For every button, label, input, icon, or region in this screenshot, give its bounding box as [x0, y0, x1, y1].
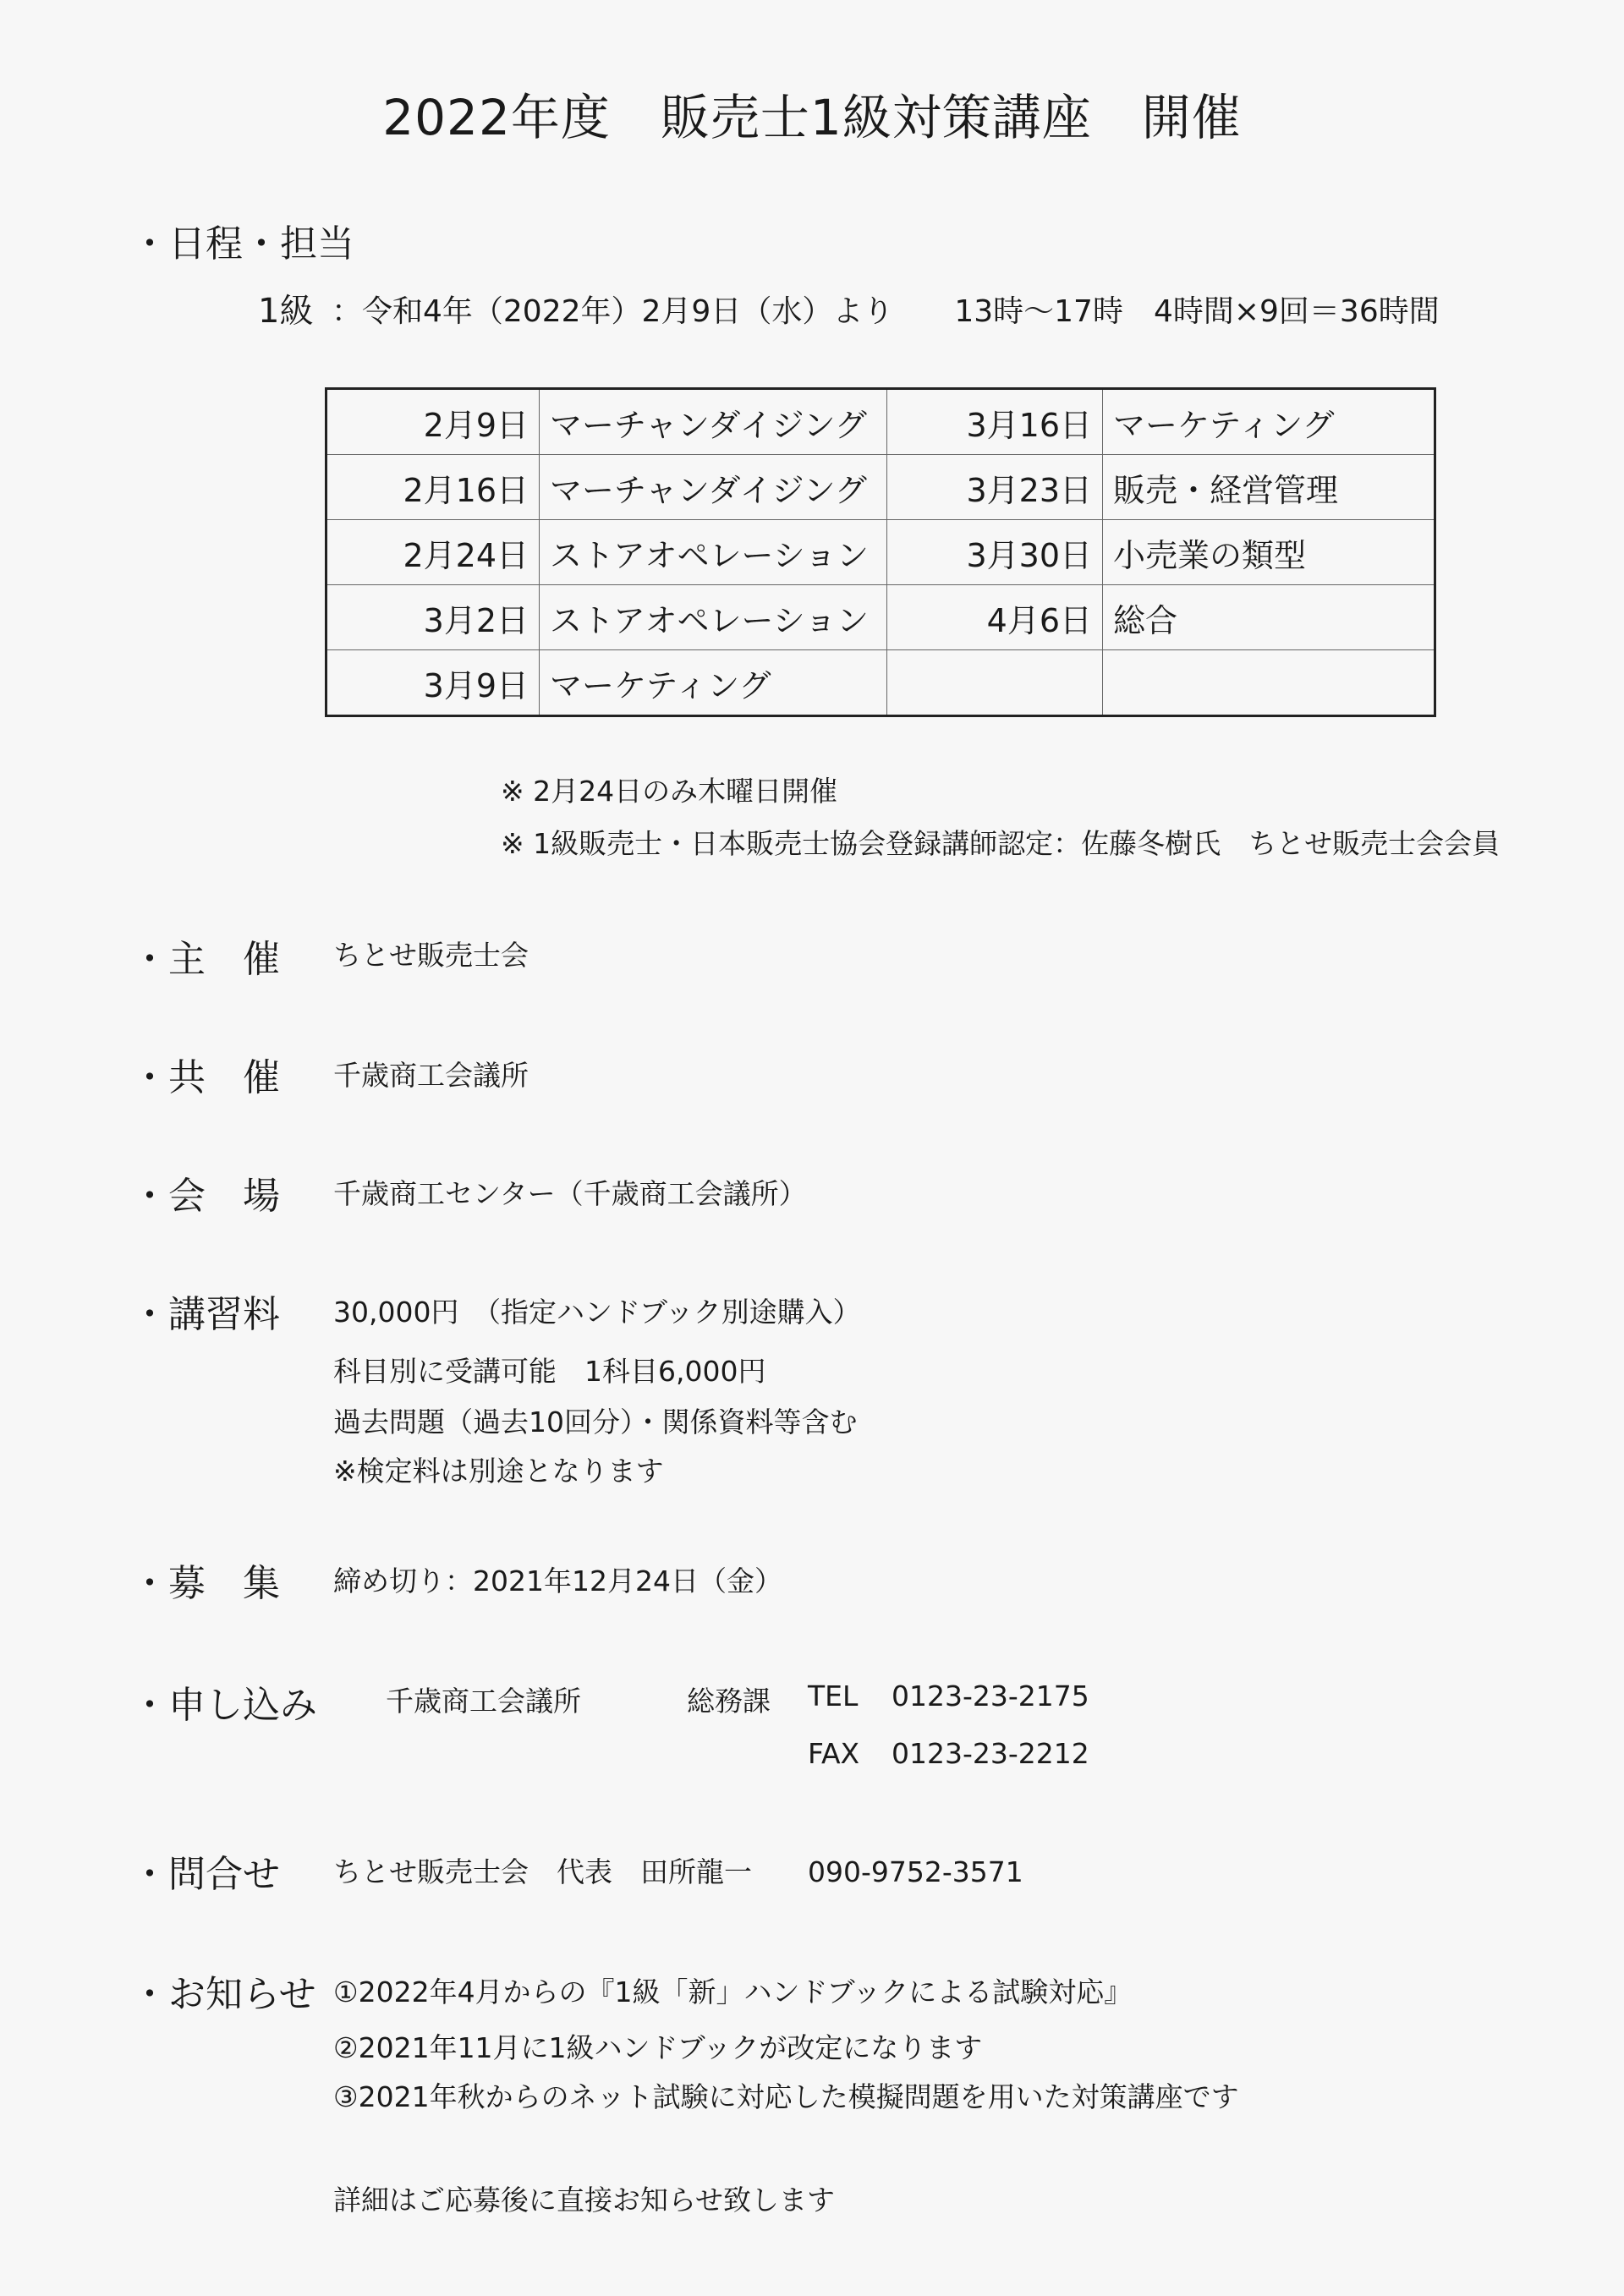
table-row [326, 389, 1435, 455]
apply-label: ・申し込み [131, 1684, 317, 1727]
apply-tel-label: TEL [808, 1680, 859, 1712]
session-subject: ストアオペレーション [540, 585, 887, 650]
inquiry-label: ・問合せ [131, 1853, 280, 1896]
session-subject: 総合 [1103, 585, 1435, 650]
schedule-detail: ：令和4年（2022年）2月9日（水）より 13時～17時 4時間×9回＝36時間 [332, 294, 1440, 329]
schedule-table [325, 387, 1436, 717]
fee-label: ・講習料 [131, 1293, 280, 1336]
table-row [326, 650, 1435, 716]
fee-line: 30,000円 （指定ハンドブック別途購入） [333, 1296, 861, 1329]
schedule-heading: ・日程・担当 [131, 222, 354, 266]
schedule-note: ※ 1級販売士・日本販売士協会登録講師認定：佐藤冬樹氏 ちとせ販売士会会員 [501, 827, 1501, 860]
schedule-level: 1級 [258, 292, 314, 331]
session-subject: マーチャンダイジング [540, 455, 887, 520]
session-subject: マーチャンダイジング [540, 389, 887, 455]
apply-dept: 総務課 [687, 1685, 771, 1718]
session-date: 2月24日 [326, 520, 540, 585]
session-date: 3月23日 [887, 455, 1103, 520]
cosponsor-label: ・共 催 [131, 1056, 280, 1099]
fee-line: ※検定料は別途となります [333, 1455, 664, 1488]
session-subject: 小売業の類型 [1103, 520, 1435, 585]
session-subject: マーケティング [540, 650, 887, 716]
page-title: 2022年度 販売士1級対策講座 開催 [382, 89, 1242, 146]
session-date: 2月16日 [326, 455, 540, 520]
session-date: 3月9日 [326, 650, 540, 716]
session-date: 2月9日 [326, 389, 540, 455]
inquiry-value: ちとせ販売士会 代表 田所龍一 090-9752-3571 [333, 1855, 1023, 1888]
session-date [887, 650, 1103, 716]
table-row [326, 520, 1435, 585]
session-subject: マーケティング [1103, 389, 1435, 455]
session-subject [1103, 650, 1435, 716]
session-subject: 販売・経営管理 [1103, 455, 1435, 520]
session-date: 4月6日 [887, 585, 1103, 650]
notice-line: ③2021年秋からのネット試験に対応した模擬問題を用いた対策講座です [333, 2080, 1239, 2113]
table-row [326, 455, 1435, 520]
apply-fax-label: FAX [808, 1737, 860, 1770]
session-date: 3月30日 [887, 520, 1103, 585]
organizer-value: ちとせ販売士会 [333, 939, 529, 972]
recruit-label: ・募 集 [131, 1562, 280, 1605]
fee-line: 過去問題（過去10回分）・関係資料等含む [333, 1406, 858, 1438]
session-date: 3月16日 [887, 389, 1103, 455]
notice-footer: 詳細はご応募後に直接お知らせ致します [333, 2184, 836, 2217]
apply-fax: 0123-23-2212 [892, 1737, 1089, 1770]
venue-label: ・会 場 [131, 1175, 280, 1218]
session-date: 3月2日 [326, 585, 540, 650]
apply-tel: 0123-23-2175 [892, 1680, 1089, 1712]
session-subject: ストアオペレーション [540, 520, 887, 585]
notice-label: ・お知らせ [131, 1973, 316, 2016]
apply-org: 千歳商工会議所 [386, 1685, 581, 1718]
notice-line: ①2022年4月からの『1級「新」ハンドブックによる試験対応』 [333, 1975, 1133, 2008]
recruit-value: 締め切り：2021年12月24日（金） [333, 1564, 782, 1597]
table-row [326, 585, 1435, 650]
organizer-label: ・主 催 [131, 938, 280, 981]
schedule-note: ※ 2月24日のみ木曜日開催 [501, 775, 838, 808]
cosponsor-value: 千歳商工会議所 [333, 1059, 529, 1092]
notice-line: ②2021年11月に1級ハンドブックが改定になります [333, 2031, 983, 2064]
venue-value: 千歳商工センター（千歳商工会議所） [333, 1177, 807, 1210]
fee-line: 科目別に受講可能 1科目6,000円 [333, 1355, 766, 1388]
